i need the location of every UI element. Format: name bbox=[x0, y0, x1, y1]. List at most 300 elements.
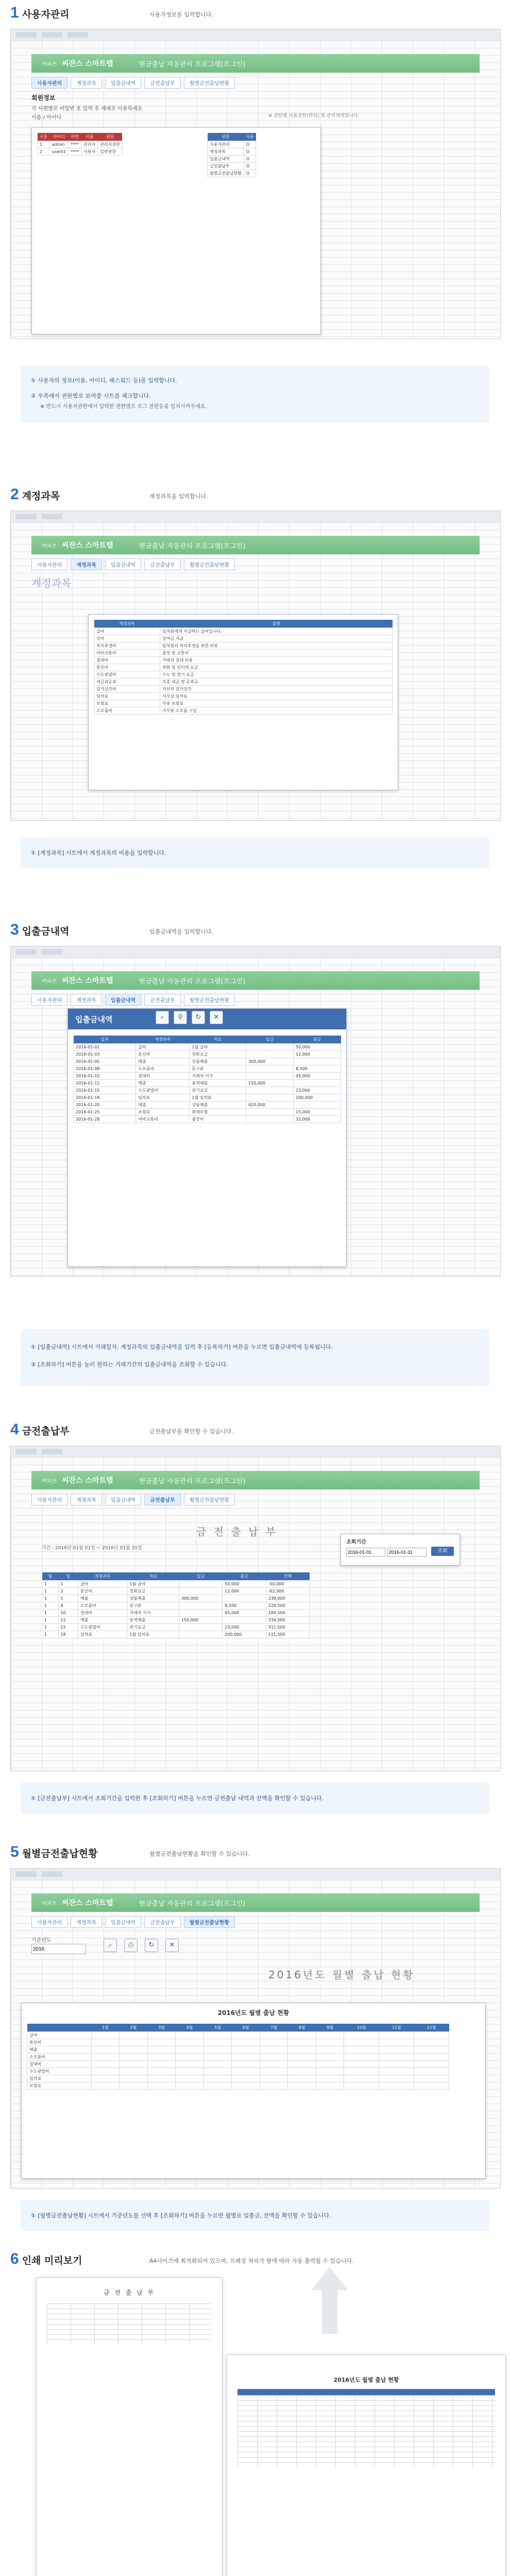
table-cell[interactable]: 2016-01-18 bbox=[74, 1094, 136, 1101]
section-header bbox=[10, 1422, 69, 1437]
table-cell[interactable]: **** bbox=[69, 141, 81, 148]
refresh-icon[interactable]: ↻ bbox=[145, 1939, 158, 1952]
table-cell[interactable]: 감가상각비 bbox=[94, 686, 160, 693]
excel-toolbar bbox=[11, 1446, 500, 1458]
year-select[interactable] bbox=[31, 1944, 86, 1954]
table-cell[interactable]: 접대비 bbox=[94, 657, 160, 664]
table-row bbox=[27, 2054, 449, 2061]
table-cell[interactable]: 화재보험 bbox=[190, 1109, 246, 1116]
table-row[interactable] bbox=[74, 1109, 341, 1116]
table-cell[interactable]: 각종 보험료 bbox=[160, 700, 393, 707]
section-subtitle: A4사이즈에 최적화되어 있으며, 프페징 처리가 항에 따라 자동 출력될 수 있습니다. bbox=[149, 2258, 354, 2264]
close-icon[interactable]: ✕ bbox=[165, 1939, 179, 1952]
table-cell[interactable]: 세금과공과 bbox=[94, 679, 160, 686]
section-number: 5 bbox=[10, 1843, 19, 1860]
screenshot-user-management bbox=[10, 29, 501, 339]
table-cell[interactable]: 일반권한 bbox=[98, 148, 123, 156]
section-monthly bbox=[0, 1844, 510, 2205]
cashbook-period: 기간 : 2016년 01월 01일 ~ 2016년 01월 31일 bbox=[42, 1546, 142, 1551]
section-header bbox=[10, 922, 69, 938]
table-row[interactable] bbox=[208, 148, 256, 156]
table-cell: 전화요금 bbox=[127, 1588, 179, 1595]
note-line: ① [입출금내역] 시트에서 거래일자, 계정과목의 입출금내역을 입력 후 [등록하기] 버튼을 누르면 입출금내역에 등록됩니다. bbox=[31, 1344, 333, 1350]
table-cell[interactable] bbox=[293, 1101, 341, 1109]
tab-cashbook[interactable]: 금전출납부 bbox=[144, 77, 180, 89]
instruction-note-4 bbox=[21, 1783, 489, 1814]
table-cell[interactable] bbox=[246, 1094, 294, 1101]
col-header: 구분 bbox=[38, 133, 49, 141]
preview1-table bbox=[47, 2303, 212, 2345]
app-caption: 현금출납 자동관리 프로그램(프그인) bbox=[139, 1477, 246, 1485]
preview1-title: 금 전 출 납 부 bbox=[103, 2289, 156, 2296]
tab-user-management[interactable]: 사용자관리 bbox=[31, 1494, 67, 1505]
table-cell[interactable] bbox=[246, 1051, 294, 1058]
table-cell[interactable]: 1 bbox=[38, 141, 49, 148]
print-preview-page-2 bbox=[227, 2354, 506, 2576]
tab-cashbook[interactable]: 금전출납부 bbox=[144, 994, 180, 1006]
table-cell: 소모품비 bbox=[78, 1602, 127, 1609]
transactions-table bbox=[73, 1036, 341, 1123]
monthly-report-title: 2016년도 월별 출납 현황 bbox=[268, 1969, 415, 1981]
table-cell[interactable] bbox=[246, 1109, 294, 1116]
table-row[interactable] bbox=[94, 707, 393, 715]
table-cell: 229,500 bbox=[266, 1602, 309, 1609]
tab-monthly[interactable]: 월별금전출납현황 bbox=[184, 1916, 235, 1928]
table-row[interactable] bbox=[208, 156, 256, 163]
table-cell[interactable]: 거래처 접대 비용 bbox=[160, 657, 393, 664]
permission-checkbox[interactable]: O bbox=[244, 163, 256, 170]
refresh-icon[interactable]: ↻ bbox=[192, 1011, 205, 1024]
tab-transactions[interactable]: 입출금내역 bbox=[105, 1916, 141, 1928]
table-row[interactable] bbox=[94, 679, 393, 686]
table-cell[interactable]: 200,000 bbox=[293, 1094, 341, 1101]
col-header: 계정과목 bbox=[94, 620, 160, 628]
table-cell: 거래처 식사 bbox=[127, 1609, 179, 1617]
table-cell[interactable]: 여비교통비 bbox=[136, 1116, 190, 1123]
table-cell[interactable]: 관리자권한 bbox=[98, 141, 123, 148]
note-line: ② [조회하기] 버튼을 눌러 원하는 거래기간의 입출금내역을 조회할 수 있습니다. bbox=[31, 1361, 228, 1368]
table-cell[interactable]: 전기요금 bbox=[190, 1087, 246, 1094]
table-cell[interactable]: 매출 bbox=[136, 1101, 190, 1109]
tab-account[interactable]: 계정과목 bbox=[71, 1916, 102, 1928]
app-caption: 현금출납 자동관리 프로그램(프그인) bbox=[139, 977, 246, 986]
permission-checkbox[interactable]: O bbox=[244, 141, 256, 148]
screenshot-cashbook bbox=[10, 1446, 501, 1771]
popup-title: 입출금내역 bbox=[75, 1015, 113, 1024]
table-cell: 매출 bbox=[78, 1595, 127, 1602]
transactions-table-header bbox=[74, 1036, 341, 1044]
table-cell: 200,000 bbox=[223, 1631, 266, 1638]
col-header: 권한 bbox=[98, 133, 123, 141]
permission-checkbox[interactable]: O bbox=[244, 170, 256, 177]
table-cell: 급여 bbox=[78, 1581, 127, 1588]
table-cell[interactable]: 2016-01-28 bbox=[74, 1116, 136, 1123]
table-cell: 계정과목 bbox=[208, 148, 244, 156]
table-cell[interactable]: **** bbox=[69, 148, 81, 156]
tab-monthly[interactable]: 월별금전출납현황 bbox=[184, 77, 235, 89]
app-header-bar bbox=[31, 1893, 480, 1912]
table-cell[interactable]: 상품매출 bbox=[190, 1058, 246, 1065]
screenshot-monthly bbox=[10, 1868, 501, 2189]
member-info-block bbox=[31, 93, 142, 121]
screenshot-transactions bbox=[10, 946, 501, 1277]
tab-cashbook[interactable]: 금전출납부 bbox=[144, 1916, 180, 1928]
table-cell[interactable]: 사무용 소모품 구입 bbox=[160, 707, 393, 715]
table-cell[interactable] bbox=[246, 1116, 294, 1123]
excel-toolbar bbox=[11, 946, 500, 958]
table-cell[interactable]: 2016-01-05 bbox=[74, 1058, 136, 1065]
app-name: 씨잔스 스마트탭 bbox=[61, 1899, 113, 1907]
table-row[interactable] bbox=[94, 664, 393, 671]
permission-checkbox[interactable]: O bbox=[244, 148, 256, 156]
col-header: 12월 bbox=[414, 2024, 449, 2032]
table-row[interactable] bbox=[94, 671, 393, 679]
table-row[interactable] bbox=[94, 642, 393, 650]
row-label: 수도광열비 bbox=[27, 2068, 92, 2075]
table-cell: 1 bbox=[42, 1588, 59, 1595]
table-cell: 12 bbox=[58, 1617, 78, 1624]
table-row bbox=[27, 2075, 449, 2082]
table-cell[interactable]: 2016-01-08 bbox=[74, 1065, 136, 1073]
permission-checkbox[interactable]: O bbox=[244, 156, 256, 163]
table-cell: 10 bbox=[58, 1609, 78, 1617]
arrow-up-icon bbox=[309, 2267, 350, 2334]
tab-monthly[interactable]: 월별금전출납현황 bbox=[184, 994, 235, 1006]
table-cell: 1 bbox=[42, 1602, 59, 1609]
table-row[interactable] bbox=[94, 650, 393, 657]
col-header: 적요 bbox=[190, 1036, 246, 1044]
table-cell[interactable]: 2016-01-25 bbox=[74, 1109, 136, 1116]
tab-cashbook[interactable]: 금전출납부 bbox=[144, 558, 180, 570]
app-brand: 커피쓰 bbox=[42, 978, 57, 985]
table-row[interactable] bbox=[74, 1044, 341, 1051]
sheet-title: 계정과목 bbox=[31, 577, 72, 589]
table-cell[interactable]: 접대비 bbox=[136, 1073, 190, 1080]
table-cell[interactable]: 사용자 bbox=[81, 148, 98, 156]
table-cell[interactable]: 23,000 bbox=[293, 1087, 341, 1094]
tab-user-management[interactable]: 사용자관리 bbox=[31, 77, 67, 89]
table-cell[interactable]: admin bbox=[49, 141, 69, 148]
app-brand: 커피쓰 bbox=[42, 61, 57, 67]
table-cell[interactable]: 통신비 bbox=[94, 664, 160, 671]
permission-header bbox=[208, 133, 256, 141]
tab-user-management[interactable]: 사용자관리 bbox=[31, 558, 67, 570]
cashbook-table-header bbox=[42, 1572, 310, 1581]
table-row[interactable] bbox=[94, 628, 393, 635]
section-cashbook bbox=[0, 1422, 510, 1772]
table-row bbox=[27, 2039, 449, 2046]
table-cell[interactable]: 상여 bbox=[94, 635, 160, 642]
row-label: 소모품비 bbox=[27, 2054, 92, 2061]
tab-account[interactable]: 계정과목 bbox=[71, 1494, 102, 1505]
user-table-header bbox=[38, 133, 123, 141]
table-cell: 45,000 bbox=[223, 1609, 266, 1617]
section-subtitle: 사용자정보를 입력합니다. bbox=[149, 11, 213, 18]
table-row[interactable] bbox=[94, 693, 393, 700]
table-cell[interactable]: 소모품비 bbox=[94, 707, 160, 715]
table-cell: 문구류 bbox=[127, 1602, 179, 1609]
table-row[interactable] bbox=[208, 141, 256, 148]
search-to-input[interactable] bbox=[387, 1548, 427, 1557]
note-text: [계정과목] 시트에서 계정과목의 비용을 입력합니다. bbox=[38, 850, 166, 856]
table-cell: 1 bbox=[42, 1624, 59, 1631]
table-cell[interactable]: 여비교통비 bbox=[94, 650, 160, 657]
table-cell[interactable]: 2016-01-10 bbox=[74, 1073, 136, 1080]
table-row[interactable] bbox=[74, 1073, 341, 1080]
table-row[interactable] bbox=[74, 1065, 341, 1073]
table-cell[interactable]: 상품매출 bbox=[190, 1101, 246, 1109]
tab-account[interactable]: 계정과목 bbox=[71, 77, 102, 89]
table-cell[interactable]: 각종 세금 및 공과금 bbox=[160, 679, 393, 686]
print-icon[interactable]: ⎙ bbox=[124, 1939, 138, 1952]
app-header-bar bbox=[31, 971, 480, 990]
table-cell[interactable]: 2 bbox=[38, 148, 49, 156]
table-cell[interactable]: 자산의 감가상각 bbox=[160, 686, 393, 693]
table-cell[interactable]: 수도광열비 bbox=[94, 671, 160, 679]
table-cell[interactable]: 매출 bbox=[136, 1058, 190, 1065]
table-cell[interactable]: 보험료 bbox=[94, 700, 160, 707]
col-header: 4월 bbox=[176, 2024, 204, 2032]
table-row[interactable] bbox=[94, 657, 393, 664]
table-cell[interactable] bbox=[293, 1058, 341, 1065]
tab-transactions[interactable]: 입출금내역 bbox=[105, 1494, 141, 1505]
section-title: 계정과목 bbox=[22, 490, 60, 502]
col-header: 계정과목 bbox=[136, 1036, 190, 1044]
table-cell: 50,000 bbox=[223, 1581, 266, 1588]
table-cell[interactable]: 매출 bbox=[136, 1080, 190, 1087]
table-row[interactable] bbox=[94, 635, 393, 642]
col-header: 입금 bbox=[179, 1572, 222, 1581]
tab-user-management[interactable]: 사용자관리 bbox=[31, 1916, 67, 1928]
section-subtitle: 금전출납부를 확인할 수 있습니다. bbox=[149, 1428, 233, 1435]
close-icon[interactable]: ✕ bbox=[210, 1011, 223, 1024]
table-cell[interactable]: 1월 임차료 bbox=[190, 1094, 246, 1101]
table-cell: 12,000 bbox=[223, 1588, 266, 1595]
table-cell[interactable]: 50,000 bbox=[293, 1044, 341, 1051]
table-cell: 18 bbox=[58, 1631, 78, 1638]
cashbook-report-title: 금 전 출 납 부 bbox=[196, 1526, 278, 1538]
col-header: 출금 bbox=[293, 1036, 341, 1044]
table-cell: 월별금전출납현황 bbox=[208, 170, 244, 177]
table-cell[interactable]: 32,000 bbox=[293, 1116, 341, 1123]
table-cell[interactable]: 420,000 bbox=[246, 1101, 294, 1109]
table-cell: 311,500 bbox=[266, 1624, 309, 1631]
table-cell: 상품매출 bbox=[127, 1595, 179, 1602]
table-cell[interactable]: 45,000 bbox=[293, 1073, 341, 1080]
table-cell[interactable] bbox=[246, 1073, 294, 1080]
search-icon[interactable]: ⌕ bbox=[104, 1939, 117, 1952]
table-row[interactable] bbox=[74, 1101, 341, 1109]
table-row bbox=[42, 1631, 310, 1638]
table-cell: 5 bbox=[58, 1595, 78, 1602]
app-header-bar bbox=[31, 536, 480, 554]
tab-transactions[interactable]: 입출금내역 bbox=[105, 77, 141, 89]
table-cell[interactable]: 2016-01-20 bbox=[74, 1101, 136, 1109]
cashbook-search-panel bbox=[341, 1534, 460, 1566]
note-text: 사용자의 정보(이름, 아이디, 패스워드 등)를 입력합니다. bbox=[38, 377, 177, 384]
table-cell[interactable]: 전화 및 인터넷 요금 bbox=[160, 664, 393, 671]
table-row[interactable] bbox=[208, 163, 256, 170]
table-cell[interactable]: 수도광열비 bbox=[136, 1087, 190, 1094]
table-row[interactable] bbox=[38, 148, 123, 156]
section-header bbox=[10, 487, 60, 502]
sheet-tabs bbox=[31, 1916, 235, 1928]
table-cell[interactable] bbox=[293, 1080, 341, 1087]
table-cell[interactable]: 통신비 bbox=[136, 1051, 190, 1058]
col-header: 설명 bbox=[160, 620, 393, 628]
excel-toolbar bbox=[11, 1869, 500, 1880]
table-cell[interactable]: 소모품비 bbox=[136, 1065, 190, 1073]
app-caption: 현금출납 자동관리 프로그램(프그인) bbox=[139, 1900, 246, 1908]
table-row[interactable] bbox=[74, 1087, 341, 1094]
table-cell[interactable]: 급여 bbox=[94, 628, 160, 635]
col-header: 이름 bbox=[81, 133, 98, 141]
table-cell[interactable]: 2016-01-12 bbox=[74, 1080, 136, 1087]
table-cell[interactable]: 2016-01-01 bbox=[74, 1044, 136, 1051]
note-line: ② 우측에서 권한별로 보여줄 시트를 체크합니다. bbox=[31, 393, 151, 399]
zoom-icon[interactable]: ⚲ bbox=[174, 1011, 187, 1024]
table-row[interactable] bbox=[74, 1094, 341, 1101]
col-header: 일 bbox=[58, 1572, 78, 1581]
table-row[interactable] bbox=[74, 1116, 341, 1123]
member-info-line1: 각 사원별로 비밀번 호 입력 후 제대로 이용하세요 bbox=[31, 106, 143, 112]
search-from-input[interactable] bbox=[346, 1548, 385, 1557]
monthly-table-header bbox=[27, 2024, 449, 2032]
tab-user-management[interactable]: 사용자관리 bbox=[31, 994, 67, 1006]
table-cell[interactable]: 12,000 bbox=[293, 1051, 341, 1058]
monthly-table bbox=[27, 2024, 449, 2090]
account-panel bbox=[88, 614, 398, 790]
table-cell: 238,000 bbox=[266, 1595, 309, 1602]
table-cell[interactable]: 전화요금 bbox=[190, 1051, 246, 1058]
table-cell bbox=[179, 1631, 222, 1638]
table-row[interactable] bbox=[74, 1051, 341, 1058]
table-cell[interactable]: 150,000 bbox=[246, 1080, 294, 1087]
tab-cashbook[interactable]: 금전출납부 bbox=[144, 1494, 180, 1505]
table-cell[interactable]: 15,000 bbox=[293, 1109, 341, 1116]
table-cell[interactable]: 임직원에게 지급하는 급여입니다. bbox=[160, 628, 393, 635]
tab-transactions[interactable]: 입출금내역 bbox=[105, 994, 141, 1006]
instruction-note-2 bbox=[21, 837, 489, 868]
section-title: 월별금전출납현황 bbox=[22, 1848, 98, 1859]
note-text: 우측에서 권한별로 보여줄 시트를 체크합니다. bbox=[38, 393, 151, 399]
app-name: 씨잔스 스마트탭 bbox=[61, 60, 113, 68]
col-header: 6월 bbox=[232, 2024, 260, 2032]
col-header: 계정과목 bbox=[78, 1572, 127, 1581]
table-cell[interactable]: user01 bbox=[49, 148, 69, 156]
table-cell[interactable]: 1월 급여 bbox=[190, 1044, 246, 1051]
table-row[interactable] bbox=[94, 686, 393, 693]
table-cell[interactable]: 수도 및 전기 요금 bbox=[160, 671, 393, 679]
member-info-title: 회원정보 bbox=[31, 94, 56, 101]
permission-table bbox=[207, 133, 256, 177]
table-row[interactable] bbox=[74, 1058, 341, 1065]
table-row[interactable] bbox=[208, 170, 256, 177]
tab-monthly[interactable]: 월별금전출납현황 bbox=[184, 558, 235, 570]
note-line: ① 사용자의 정보(이름, 아이디, 패스워드 등)를 입력합니다. bbox=[31, 377, 177, 384]
table-cell: 통신비 bbox=[78, 1588, 127, 1595]
year-label: 기준년도 bbox=[31, 1938, 52, 1943]
table-row[interactable] bbox=[94, 700, 393, 707]
preview2-title: 2016년도 월별 출납 현황 bbox=[333, 2377, 399, 2383]
row-label: 통신비 bbox=[27, 2039, 92, 2046]
table-cell[interactable]: 용역매출 bbox=[190, 1080, 246, 1087]
table-cell: 1 bbox=[42, 1617, 59, 1624]
table-cell[interactable]: 문구류 bbox=[190, 1065, 246, 1073]
table-cell[interactable]: 2016-01-03 bbox=[74, 1051, 136, 1058]
app-name: 씨잔스 스마트탭 bbox=[61, 977, 113, 985]
table-cell[interactable]: 출장 및 교통비 bbox=[160, 650, 393, 657]
sheet-tabs bbox=[31, 994, 235, 1006]
table-cell bbox=[223, 1617, 266, 1624]
table-cell[interactable] bbox=[246, 1065, 294, 1073]
table-cell[interactable]: 거래처 식사 bbox=[190, 1073, 246, 1080]
table-cell[interactable]: 상여금 지급 bbox=[160, 635, 393, 642]
tab-account[interactable]: 계정과목 bbox=[71, 558, 102, 570]
table-cell bbox=[223, 1595, 266, 1602]
col-header: 사용 bbox=[244, 133, 256, 141]
table-cell: 15 bbox=[58, 1624, 78, 1631]
col-header: 월 bbox=[42, 1572, 59, 1581]
table-cell[interactable]: 보험료 bbox=[136, 1109, 190, 1116]
table-cell[interactable] bbox=[246, 1087, 294, 1094]
note-text: [조회하기] 버튼을 눌러 원하는 거래기간의 입출금내역을 조회할 수 있습니다. bbox=[38, 1361, 228, 1368]
row-label: 보험료 bbox=[27, 2082, 92, 2090]
table-cell[interactable]: 출장비 bbox=[190, 1116, 246, 1123]
excel-toolbar bbox=[11, 29, 500, 41]
table-cell: 300,000 bbox=[179, 1595, 222, 1602]
table-cell[interactable]: 임차료 bbox=[136, 1094, 190, 1101]
table-cell: 1 bbox=[42, 1609, 59, 1617]
table-cell[interactable]: 2016-01-15 bbox=[74, 1087, 136, 1094]
sheet-tabs bbox=[31, 1494, 235, 1505]
table-cell bbox=[179, 1609, 222, 1617]
table-cell: 용역매출 bbox=[127, 1617, 179, 1624]
tab-monthly[interactable]: 월별금전출납현황 bbox=[184, 1494, 235, 1505]
col-header: 3월 bbox=[147, 2024, 176, 2032]
table-cell[interactable]: 관리자 bbox=[81, 141, 98, 148]
section-number: 1 bbox=[10, 4, 19, 21]
table-row[interactable] bbox=[38, 141, 123, 148]
table-cell: 입출금내역 bbox=[208, 156, 244, 163]
search-button[interactable]: 조회 bbox=[431, 1547, 454, 1556]
table-cell: -50,000 bbox=[266, 1581, 309, 1588]
table-cell: 1 bbox=[42, 1595, 59, 1602]
table-cell[interactable]: 임차료 bbox=[94, 693, 160, 700]
tab-transactions[interactable]: 입출금내역 bbox=[105, 558, 141, 570]
table-cell[interactable]: 8,500 bbox=[293, 1065, 341, 1073]
table-cell[interactable]: 300,000 bbox=[246, 1058, 294, 1065]
table-cell: 150,000 bbox=[179, 1617, 222, 1624]
row-label: 급여 bbox=[27, 2032, 92, 2039]
table-cell[interactable]: 임직원의 복리후생을 위한 비용 bbox=[160, 642, 393, 650]
col-header: 출금 bbox=[223, 1572, 266, 1581]
table-cell[interactable]: 사무실 임차료 bbox=[160, 693, 393, 700]
tab-account[interactable]: 계정과목 bbox=[71, 994, 102, 1006]
table-cell: 매출 bbox=[78, 1617, 127, 1624]
table-cell[interactable]: 복리후생비 bbox=[94, 642, 160, 650]
monthly-panel bbox=[21, 2003, 486, 2179]
table-row bbox=[27, 2061, 449, 2068]
table-cell[interactable] bbox=[246, 1044, 294, 1051]
note-text: [입출금내역] 시트에서 거래일자, 계정과목의 입출금내역을 입력 후 [등록하기] 버튼을 누르면 입출금내역에 등록됩니다. bbox=[38, 1344, 333, 1350]
table-row[interactable] bbox=[74, 1080, 341, 1087]
search-icon[interactable]: ⌕ bbox=[156, 1011, 169, 1024]
table-row bbox=[42, 1588, 310, 1595]
table-cell: 8,500 bbox=[223, 1602, 266, 1609]
table-cell[interactable]: 급여 bbox=[136, 1044, 190, 1051]
section-number: 6 bbox=[10, 2250, 19, 2267]
